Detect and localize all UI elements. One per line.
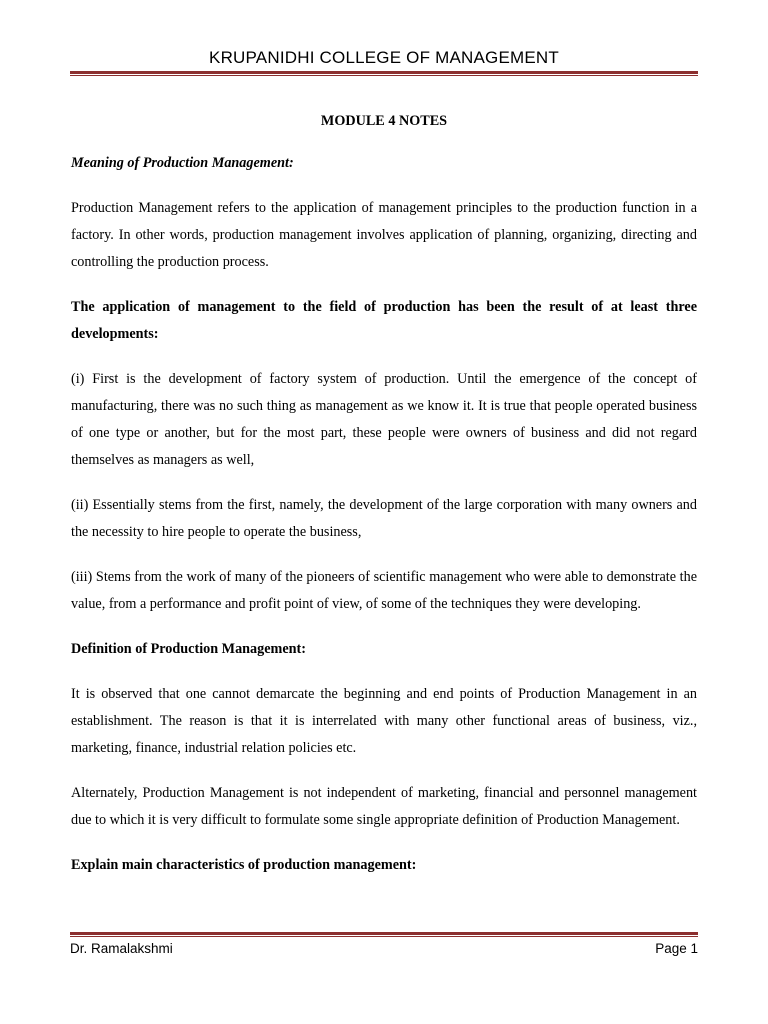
document-body [71,108,697,897]
header-title: KRUPANIDHI COLLEGE OF MANAGEMENT [209,48,559,67]
heading-characteristics: Explain main characteristics of production management: [71,857,417,873]
paragraph-definition-2: Alternately, Production Management is not independent of marketing, financial and personnel management due to which it is very difficult to formulate some single appropriate definition of Production Management. [71,785,697,828]
paragraph-definition-1: It is observed that one cannot demarcate the beginning and end points of Production Management in an establishment. The reason is that it is interrelated with many other functional areas of business, viz., marketing, finance, industrial relation policies etc. [71,686,697,756]
footer-author: Dr. Ramalakshmi [70,941,173,956]
point-1: (i) First is the development of factory system of production. Until the emergence of the concept of manufacturing, there was no such thing as management as we know it. It is true that people operated business of one type or another, but for the most part, these people were owners of business and did not regard themselves as managers as well, [71,371,697,468]
module-title: MODULE 4 NOTES [320,113,448,129]
heading-application: The application of management to the field of production has been the result of at least three developments: [71,299,697,342]
point-3: (iii) Stems from the work of many of the pioneers of scientific management who were able to demonstrate the value, from a performance and profit point of view, of some of the techniques they were developing. [71,569,697,612]
point-2: (ii) Essentially stems from the first, namely, the development of the large corporation with many owners and the necessity to hire people to operate the business, [71,497,697,540]
footer-page-number: Page 1 [655,941,698,956]
paragraph-meaning: Production Management refers to the application of management principles to the production function in a factory. In other words, production management involves application of planning, organizing, directing and controlling the production process. [71,200,697,270]
heading-meaning: Meaning of Production Management: [71,155,294,171]
footer-rule [70,932,698,937]
header-rule [70,71,698,76]
heading-definition: Definition of Production Management: [71,641,306,657]
